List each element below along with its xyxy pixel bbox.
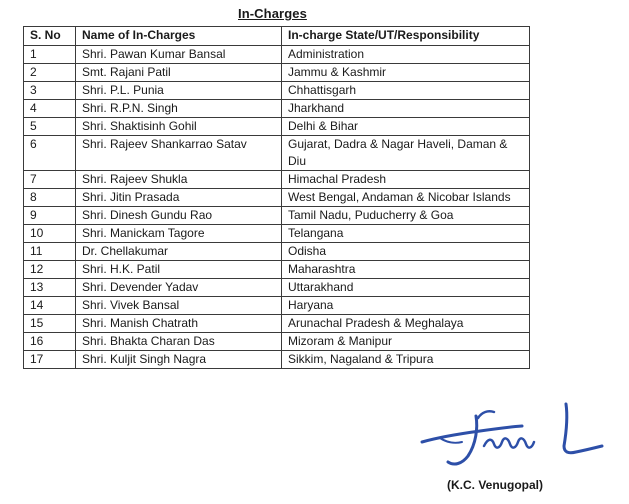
- cell-s-no: 1: [24, 46, 76, 64]
- cell-responsibility: Delhi & Bihar: [282, 118, 530, 136]
- cell-responsibility: Tamil Nadu, Puducherry & Goa: [282, 207, 530, 225]
- table-row: [24, 189, 530, 207]
- cell-responsibility: Telangana: [282, 225, 530, 243]
- cell-name: Smt. Rajani Patil: [76, 64, 282, 82]
- cell-s-no: 12: [24, 261, 76, 279]
- cell-s-no: 15: [24, 315, 76, 333]
- table-row: [24, 64, 530, 82]
- header-responsibility: In-charge State/UT/Responsibility: [282, 27, 530, 46]
- table-row: [24, 315, 530, 333]
- cell-name: Shri. Pawan Kumar Bansal: [76, 46, 282, 64]
- cell-name: Shri. Kuljit Singh Nagra: [76, 351, 282, 369]
- cell-name: Shri. Bhakta Charan Das: [76, 333, 282, 351]
- table-row: [24, 207, 530, 225]
- table-row: [24, 136, 530, 171]
- cell-name: Shri. Manickam Tagore: [76, 225, 282, 243]
- cell-responsibility: Gujarat, Dadra & Nagar Haveli, Daman & Diu: [282, 136, 530, 171]
- cell-responsibility: Jharkhand: [282, 100, 530, 118]
- cell-s-no: 2: [24, 64, 76, 82]
- incharges-table: [23, 26, 530, 369]
- cell-name: Shri. Rajeev Shukla: [76, 171, 282, 189]
- cell-s-no: 7: [24, 171, 76, 189]
- table-row: [24, 225, 530, 243]
- cell-name: Shri. Manish Chatrath: [76, 315, 282, 333]
- cell-s-no: 6: [24, 136, 76, 171]
- cell-name: Shri. Devender Yadav: [76, 279, 282, 297]
- cell-name: Shri. P.L. Punia: [76, 82, 282, 100]
- cell-s-no: 13: [24, 279, 76, 297]
- cell-s-no: 8: [24, 189, 76, 207]
- table-row: [24, 100, 530, 118]
- cell-responsibility: Sikkim, Nagaland & Tripura: [282, 351, 530, 369]
- table-row: [24, 46, 530, 64]
- cell-responsibility: Mizoram & Manipur: [282, 333, 530, 351]
- table-row: [24, 279, 530, 297]
- cell-name: Shri. Dinesh Gundu Rao: [76, 207, 282, 225]
- signatory-name: (K.C. Venugopal): [447, 478, 543, 492]
- cell-s-no: 9: [24, 207, 76, 225]
- cell-s-no: 16: [24, 333, 76, 351]
- table-row: [24, 261, 530, 279]
- cell-responsibility: Chhattisgarh: [282, 82, 530, 100]
- signature-image: [418, 398, 608, 476]
- header-name: Name of In-Charges: [76, 27, 282, 46]
- cell-s-no: 4: [24, 100, 76, 118]
- cell-responsibility: West Bengal, Andaman & Nicobar Islands: [282, 189, 530, 207]
- cell-s-no: 14: [24, 297, 76, 315]
- cell-name: Shri. Rajeev Shankarrao Satav: [76, 136, 282, 171]
- table-body: [24, 46, 530, 369]
- cell-responsibility: Himachal Pradesh: [282, 171, 530, 189]
- page-title: In-Charges: [238, 6, 307, 21]
- table-row: [24, 118, 530, 136]
- table-row: [24, 351, 530, 369]
- cell-responsibility: Haryana: [282, 297, 530, 315]
- table-row: [24, 82, 530, 100]
- cell-responsibility: Maharashtra: [282, 261, 530, 279]
- cell-responsibility: Administration: [282, 46, 530, 64]
- cell-name: Shri. H.K. Patil: [76, 261, 282, 279]
- cell-s-no: 3: [24, 82, 76, 100]
- table-header-row: [24, 27, 530, 46]
- cell-responsibility: Uttarakhand: [282, 279, 530, 297]
- cell-name: Shri. Vivek Bansal: [76, 297, 282, 315]
- header-s-no: S. No: [24, 27, 76, 46]
- cell-name: Shri. Shaktisinh Gohil: [76, 118, 282, 136]
- cell-s-no: 5: [24, 118, 76, 136]
- table-row: [24, 333, 530, 351]
- table-row: [24, 243, 530, 261]
- cell-name: Dr. Chellakumar: [76, 243, 282, 261]
- cell-responsibility: Arunachal Pradesh & Meghalaya: [282, 315, 530, 333]
- cell-s-no: 10: [24, 225, 76, 243]
- table-row: [24, 297, 530, 315]
- cell-responsibility: Odisha: [282, 243, 530, 261]
- cell-s-no: 17: [24, 351, 76, 369]
- cell-responsibility: Jammu & Kashmir: [282, 64, 530, 82]
- cell-name: Shri. Jitin Prasada: [76, 189, 282, 207]
- cell-name: Shri. R.P.N. Singh: [76, 100, 282, 118]
- table-row: [24, 171, 530, 189]
- cell-s-no: 11: [24, 243, 76, 261]
